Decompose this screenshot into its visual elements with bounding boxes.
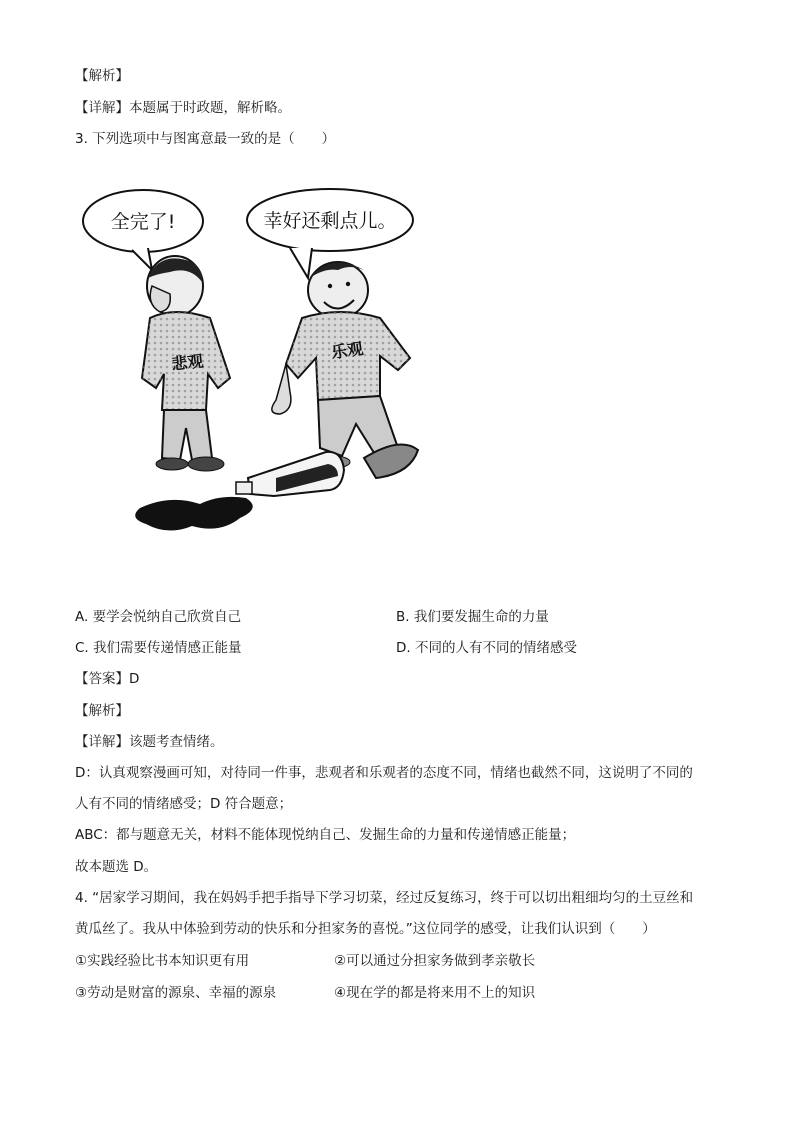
detail-q3: 【详解】该题考查情绪。	[75, 734, 224, 750]
label-optimist: 乐观	[330, 338, 365, 363]
question-4-stem-line-2: 黄瓜丝了。我从中体验到劳动的快乐和分担家务的喜悦。”这位同学的感受，让我们认识到（ ）	[75, 921, 656, 937]
spilled-bottle	[236, 452, 344, 496]
explanation-line-2: 人有不同的情绪感受；D 符合题意；	[75, 796, 293, 812]
analysis-heading-q3: 【解析】	[75, 703, 129, 719]
explanation-line-3: ABC：都与题意无关，材料不能体现悦纳自己、发掘生命的力量和传递情感正能量；	[75, 827, 576, 843]
cartoon-figure	[80, 178, 480, 548]
detail-q2: 【详解】本题属于时政题，解析略。	[75, 100, 291, 116]
option-b: B. 我们要发掘生命的力量	[396, 609, 549, 625]
label-pessimist: 悲观	[170, 351, 205, 374]
bubble-right-text: 幸好还剩点儿。	[263, 210, 397, 232]
question-3-stem: 3. 下列选项中与图寓意最一致的是（ ）	[75, 131, 336, 147]
answer-q3: 【答案】D	[75, 671, 140, 687]
optimist-figure	[272, 262, 418, 478]
q4-item-4: ④现在学的都是将来用不上的知识	[334, 985, 536, 1001]
analysis-heading-q2: 【解析】	[75, 68, 129, 84]
spilled-liquid	[135, 497, 253, 531]
option-c: C. 我们需要传递情感正能量	[75, 640, 242, 656]
option-a: A. 要学会悦纳自己欣赏自己	[75, 609, 242, 625]
conclusion-q3: 故本题选 D。	[75, 859, 158, 875]
explanation-line-1: D：认真观察漫画可知，对待同一件事，悲观者和乐观者的态度不同，情绪也截然不同，这说明了不同的	[75, 765, 693, 781]
option-d: D. 不同的人有不同的情绪感受	[396, 640, 577, 656]
q4-item-2: ②可以通过分担家务做到孝亲敬长	[334, 953, 536, 969]
question-4-stem-line-1: 4. “居家学习期间，我在妈妈手把手指导下学习切菜，经过反复练习，终于可以切出粗细均匀的土豆丝和	[75, 890, 694, 906]
q4-item-1: ①实践经验比书本知识更有用	[75, 953, 250, 969]
pessimist-figure	[142, 256, 230, 471]
bubble-left-text: 全完了!	[110, 211, 176, 233]
q4-item-3: ③劳动是财富的源泉、幸福的源泉	[75, 985, 277, 1001]
